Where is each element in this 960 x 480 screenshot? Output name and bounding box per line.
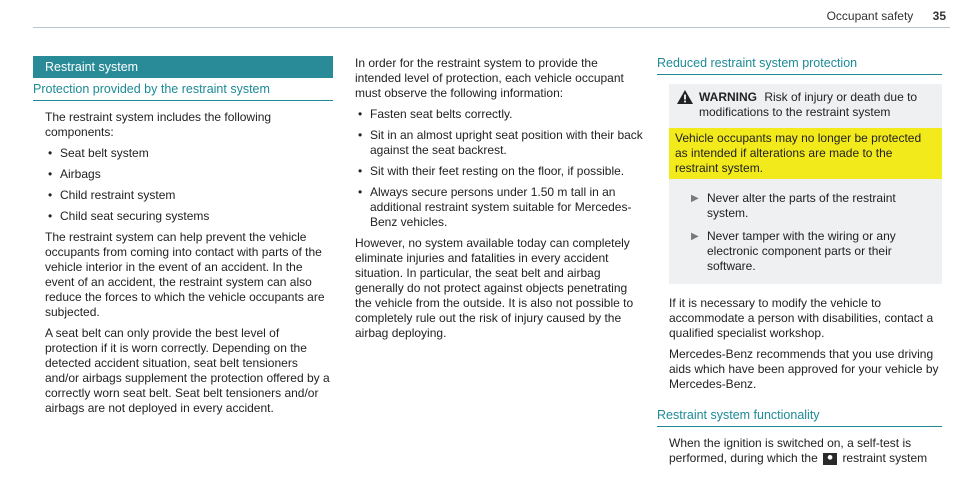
column-left <box>33 56 333 422</box>
play-arrow-icon: ▶ <box>691 193 699 204</box>
occupant-info-list <box>355 107 643 230</box>
section-band: Restraint system <box>33 56 333 78</box>
components-list <box>45 146 333 224</box>
paragraph <box>669 436 942 466</box>
paragraph: However, no system available today can completely eliminate injuries and fatalities in every accident situation. In particular, the seat belt and airbag generally do not protect against objects penetrating the vehicle from the outside. It is also not possible to completely rule out the risk of injury caused by the airbag deploying. <box>355 236 634 340</box>
list-item: • Seat belt system <box>45 146 333 161</box>
column-middle <box>355 56 643 341</box>
warning-label: WARNING <box>699 90 757 104</box>
warning-highlight: Vehicle occupants may no longer be protected as intended if alterations are made to the restraint system. <box>669 128 942 179</box>
subheading-reduced-protection: Reduced restraint system protection <box>657 56 942 75</box>
column-right <box>657 56 942 466</box>
list-item: • Child restraint system <box>45 188 333 203</box>
body-block <box>657 436 942 466</box>
paragraph: The restraint system can help prevent the vehicle occupants from coming into contact with parts of the vehicle interior in the event of an accident. In the event of an accident, the restraint system can also reduce the forces to which the vehicle occupants are subjected. <box>45 230 325 319</box>
warning-title: Risk of injury or death due to modifications to the restraint system <box>699 90 918 119</box>
running-head <box>827 9 946 23</box>
list-item: • Fasten seat belts correctly. <box>355 107 643 122</box>
play-arrow-icon: ▶ <box>691 231 699 242</box>
warning-action <box>677 229 934 274</box>
section-title: Occupant safety <box>826 9 914 23</box>
list-item: • Always secure persons under 1.50 m tall in an additional restraint system suitable for Mercedes-Benz vehicles. <box>355 185 643 230</box>
body-block <box>33 110 333 416</box>
warning-box <box>669 84 942 284</box>
intro-text: The restraint system includes the following components: <box>45 110 272 139</box>
paragraph-text: restraint system <box>842 451 928 465</box>
paragraph-text: When the ignition is switched on, a self-test is performed, during which the <box>669 436 912 465</box>
warning-triangle-icon <box>677 90 699 108</box>
list-item: • Sit in an almost upright seat position with their back against the seat backrest. <box>355 128 643 158</box>
airbag-indicator-icon: ⚫ <box>823 453 837 465</box>
header-rule <box>33 27 950 28</box>
action-text: Never tamper with the wiring or any electronic component parts or their software. <box>707 229 896 273</box>
list-item: • Child seat securing systems <box>45 209 333 224</box>
paragraph: If it is necessary to modify the vehicle to accommodate a person with disabilities, contact a qualified specialist workshop. <box>669 296 934 340</box>
paragraph: Mercedes-Benz recommends that you use driving aids which have been approved for your vehicle by Mercedes-Benz. <box>669 347 939 391</box>
action-text: Never alter the parts of the restraint system. <box>707 191 896 220</box>
subheading-protection: Protection provided by the restraint system <box>33 82 333 101</box>
body-block <box>657 296 942 392</box>
list-item: • Sit with their feet resting on the floor, if possible. <box>355 164 643 179</box>
subheading-functionality: Restraint system functionality <box>657 408 942 427</box>
list-item: • Airbags <box>45 167 333 182</box>
page-number: 35 <box>932 9 946 23</box>
warning-header <box>677 90 934 120</box>
intro-text: In order for the restraint system to provide the intended level of protection, each vehicle occupant must observe the following information: <box>355 56 624 100</box>
warning-action <box>677 191 934 221</box>
paragraph: A seat belt can only provide the best level of protection if it is worn correctly. Depending on the detected accident situation, seat belt tensioners and/or airbags supplement the protection offered by a correctly worn seat belt. Seat belt tensioners and/or airbags are not deployed in every accident. <box>45 326 330 415</box>
